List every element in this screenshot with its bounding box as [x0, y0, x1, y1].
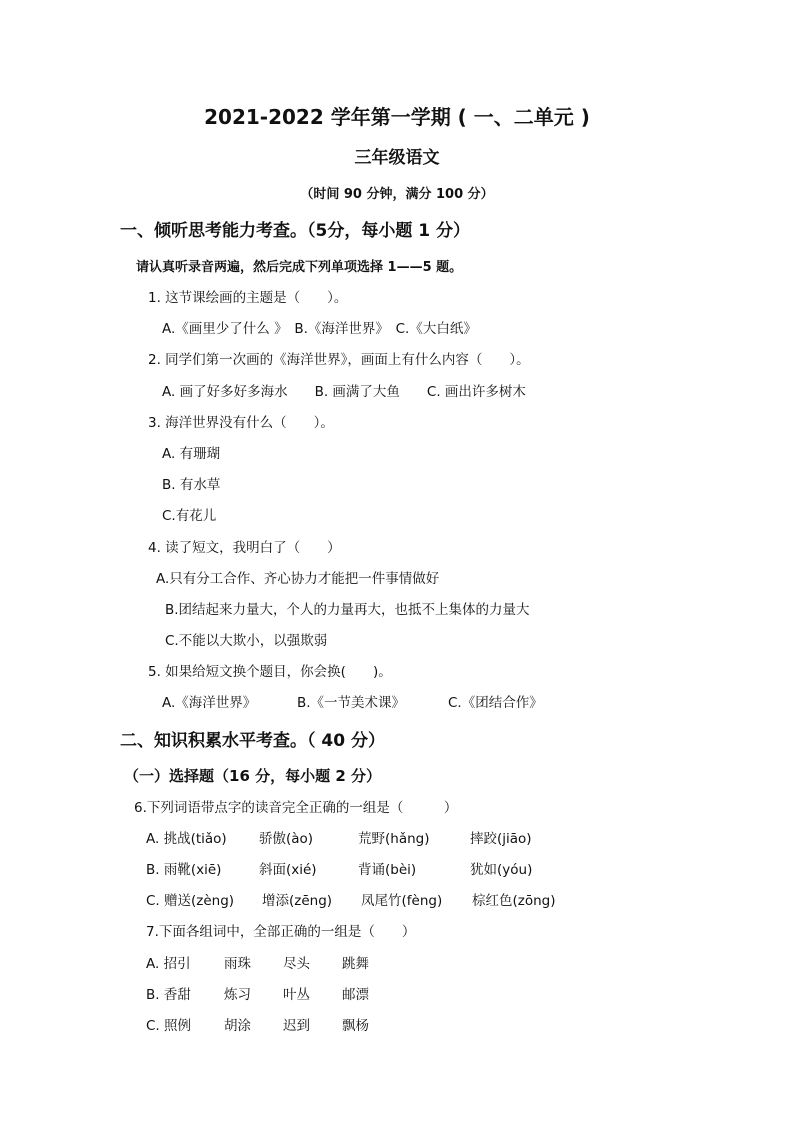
- q4-stem: 4. 读了短文，我明白了（ ）: [148, 540, 341, 556]
- q7-row-c-3: 迟到: [283, 1018, 310, 1034]
- q2-stem: 2. 同学们第一次画的《海洋世界》，画面上有什么内容（ ）。: [148, 352, 530, 368]
- section-1-instruction: 请认真听录音两遍，然后完成下列单项选择 1——5 题。: [136, 260, 463, 275]
- q6-row-a-1: A. 挑战(tiǎo): [146, 831, 227, 847]
- q6-stem: 6.下列词语带点字的读音完全正确的一组是（ ）: [134, 800, 458, 816]
- q7-row-b-4: 邮漂: [342, 987, 369, 1003]
- q7-row-a-4: 跳舞: [342, 956, 369, 972]
- q6-row-c-3: 凤尾竹(fèng): [361, 893, 443, 909]
- q5-option-c: C.《团结合作》: [448, 695, 543, 711]
- q6-row-b-2: 斜面(xié): [259, 862, 317, 878]
- q2-options: A. 画了好多好多海水 B. 画满了大鱼 C. 画出许多树木: [162, 384, 526, 400]
- q3-option-b: B. 有水草: [162, 477, 221, 493]
- q7-row-a-2: 雨珠: [224, 956, 251, 972]
- section-1-heading: 一、倾听思考能力考查。（5分，每小题 1 分）: [120, 221, 470, 241]
- q5-stem: 5. 如果给短文换个题目，你会换( )。: [148, 664, 392, 680]
- q4-option-a: A.只有分工合作、齐心协力才能把一件事情做好: [156, 571, 440, 587]
- section-2-heading: 二、知识积累水平考查。（ 40 分）: [120, 731, 385, 751]
- q1-options: A.《画里少了什么 》 B.《海洋世界》 C.《大白纸》: [162, 321, 477, 337]
- q7-row-a-1: A. 招引: [146, 956, 191, 972]
- q4-option-c: C.不能以大欺小，以强欺弱: [165, 633, 328, 649]
- q6-row-a-2: 骄傲(ào): [259, 831, 314, 847]
- q7-row-c-2: 胡涂: [224, 1018, 251, 1034]
- q5-option-a: A.《海洋世界》: [162, 695, 257, 711]
- q6-row-b-3: 背诵(bèi): [358, 862, 417, 878]
- q7-stem: 7.下面各组词中，全部正确的一组是（ ）: [146, 924, 416, 940]
- exam-subtitle: 三年级语文: [354, 148, 440, 168]
- q6-row-a-4: 摔跤(jiāo): [470, 831, 532, 847]
- q6-row-c-2: 增添(zēng): [262, 893, 333, 909]
- q1-stem: 1. 这节课绘画的主题是（ ）。: [148, 290, 348, 306]
- q6-row-a-3: 荒野(hǎng): [358, 831, 430, 847]
- q3-option-c: C.有花儿: [162, 508, 217, 524]
- q6-row-b-1: B. 雨靴(xiē): [146, 862, 222, 878]
- q6-row-c-4: 棕红色(zōng): [472, 893, 556, 909]
- time-note: （时间 90 分钟，满分 100 分）: [300, 187, 494, 202]
- q7-row-a-3: 尽头: [283, 956, 310, 972]
- q4-option-b: B.团结起来力量大，个人的力量再大，也抵不上集体的力量大: [165, 602, 530, 618]
- q5-option-b: B.《一节美术课》: [297, 695, 406, 711]
- exam-title: 2021-2022 学年第一学期 ( 一、二单元 ): [204, 105, 590, 129]
- section-2-part-1-heading: （一）选择题（16 分，每小题 2 分）: [124, 767, 381, 785]
- q3-option-a: A. 有珊瑚: [162, 446, 221, 462]
- q3-stem: 3. 海洋世界没有什么（ ）。: [148, 415, 334, 431]
- q7-row-b-2: 炼习: [224, 987, 251, 1003]
- q7-row-b-3: 叶丛: [283, 987, 310, 1003]
- q7-row-c-1: C. 照例: [146, 1018, 192, 1034]
- q7-row-b-1: B. 香甜: [146, 987, 191, 1003]
- q6-row-b-4: 犹如(yóu): [470, 862, 533, 878]
- q6-row-c-1: C. 赠送(zèng): [146, 893, 235, 909]
- q7-row-c-4: 飘杨: [342, 1018, 369, 1034]
